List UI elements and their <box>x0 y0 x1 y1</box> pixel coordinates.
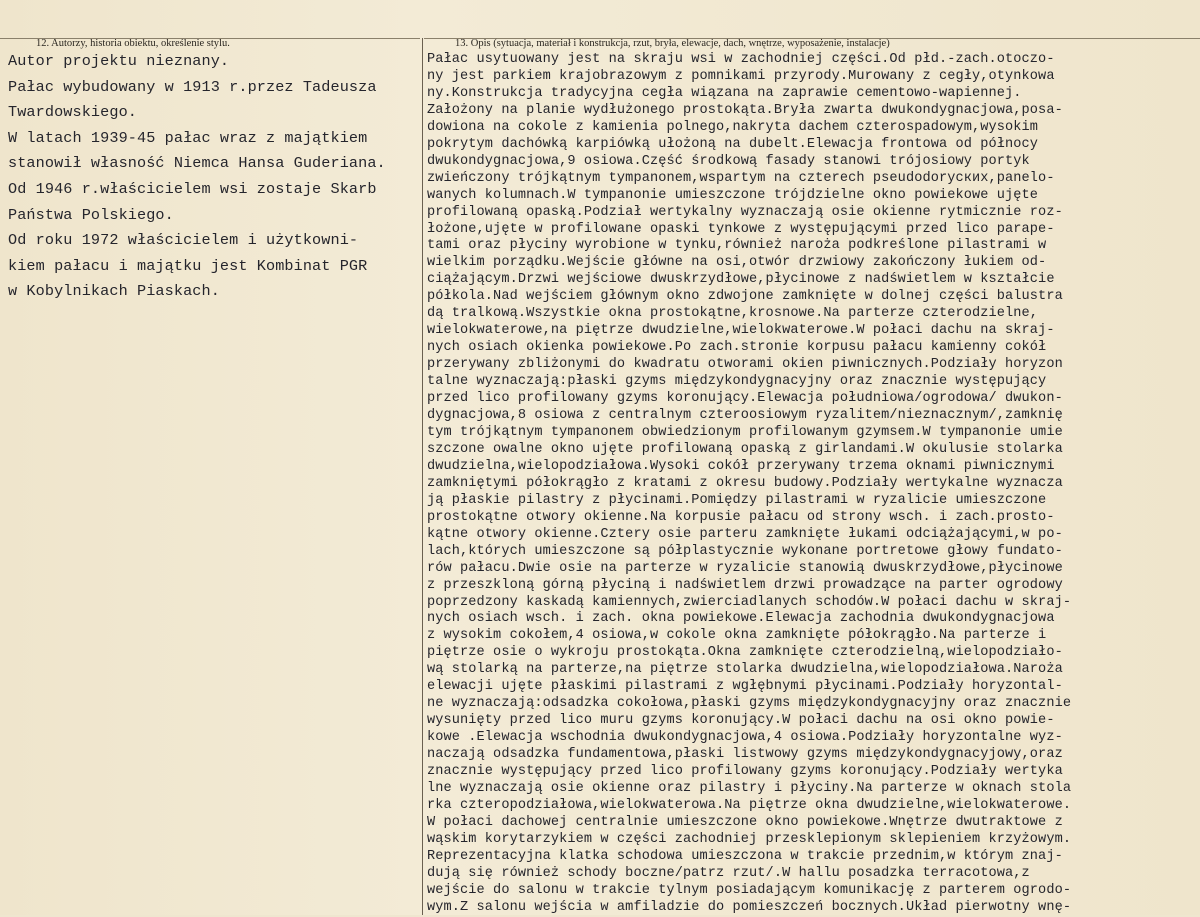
text-line-right: szczone owalne okno ujęte profilowaną opaską z girlandami.W okulusie stolarka <box>427 441 1063 457</box>
text-line-right: dą tralkową.Wszystkie okna prostokątne,krosnowe.Na parterze czterodzielne, <box>427 306 1039 322</box>
text-line-right: wą stolarką na parterze,na piętrze stolarka dwudzielna,wielopodziałowa.Naroża <box>427 662 1063 678</box>
section-12-heading: 12. Autorzy, historia obiektu, określenie stylu. <box>36 38 230 49</box>
text-line-right: z wysokim cokołem,4 osiowa,w cokole okna zamknięte półokrągło.Na parterze i <box>427 628 1047 644</box>
text-line-right: zamkniętymi półokrągło z kratami z okresu budowy.Podziały wertykalne wyznacza <box>427 475 1063 491</box>
text-line-left: Od roku 1972 właścicielem i użytkowni- <box>8 231 359 250</box>
column-divider <box>422 38 423 915</box>
text-line-right: ją płaskie pilastry z płycinami.Pomiędzy pilastrami w ryzalicie umieszczone <box>427 492 1047 508</box>
author-history-text <box>8 49 386 305</box>
text-line-right: Założony na planie wydłużonego prostokąta.Bryła zwarta dwukondygnacjowa,posa- <box>427 102 1063 118</box>
text-line-right: Reprezentacyjna klatka schodowa umieszczona w trakcie przednim,w którym znaj- <box>427 848 1063 864</box>
text-line-right: rka czteropodziałowa,wielokwaterowa.Na piętrze okna dwudzielne,wielokwaterowe. <box>427 797 1072 813</box>
text-line-left: Od 1946 r.właścicielem wsi zostaje Skarb <box>8 179 377 198</box>
text-line-right: nych osiach wsch. i zach. okna powiekowe.Elewacja zachodnia dwukondygnacjowa <box>427 611 1055 627</box>
text-line-right: dowiona na cokole z kamienia polnego,nakryta dachem czterospadowym,wysokim <box>427 119 1039 135</box>
text-line-right: wym.Z salonu wejścia w amfiladzie do pomieszczeń bocznych.Układ pierwotny wnę- <box>427 899 1072 915</box>
text-line-right: elewacji ujęte płaskimi pilastrami z wgłębnymi płycinami.Podziały horyzontal- <box>427 679 1063 695</box>
text-line-right: łożone,ujęte w profilowane opaski tynkowe z występującymi przed lico parape- <box>427 221 1055 237</box>
text-line-right: przed lico profilowany gzyms koronujący.Elewacja południowa/ogrodowa/ dwukon- <box>427 391 1063 407</box>
text-line-right: z przeszkloną górną płyciną i nadświetlem drzwi prowadzące na parter ogrodowy <box>427 577 1063 593</box>
section-13-heading: 13. Opis (sytuacja, materiał i konstrukcja, rzut, bryła, elewacje, dach, wnętrze, wyposażenie, instalacje) <box>455 38 890 49</box>
text-line-right: Pałac usytuowany jest na skraju wsi w zachodniej części.Od płd.-zach.otoczo- <box>427 52 1055 67</box>
text-line-right: wanych kolumnach.W tympanonie umieszczone trójdzielne okno powiekowe ujęte <box>427 187 1039 203</box>
text-line-right: rów pałacu.Dwie osie na parterze w ryzalicie stanowią dwuskrzydłowe,płycinowe <box>427 560 1063 576</box>
text-line-right: zwieńczony trójkątnym tympanonem,wspartym na czterech pseudodorycких,panelo- <box>427 170 1055 186</box>
text-line-left: Państwa Polskiego. <box>8 205 174 224</box>
text-line-right: kowe .Elewacja wschodnia dwukondygnacjowa,4 osiowa.Podziały horyzontalne wyz- <box>427 730 1063 746</box>
text-line-right: prostokątne otwory okienne.Na korpusie pałacu od strony wsch. i zach.prosto- <box>427 509 1055 525</box>
text-line-right: wejście do salonu w trakcie tylnym posiadającym komunikację z parterem ogrodo- <box>427 882 1072 898</box>
text-line-right: nych osiach okienka powiekowe.Po zach.stronie korpusu pałacu kamienny cokół <box>427 340 1047 356</box>
text-line-left: w Kobylnikach Piaskach. <box>8 282 220 301</box>
text-line-right: wielokwaterowe,na piętrze dwudzielne,wielokwaterowe.W połaci dachu na skraj- <box>427 323 1055 339</box>
text-line-right: wielkim porządku.Wejście główne na osi,otwór drzwiowy zakończony łukiem od- <box>427 255 1047 271</box>
text-line-right: lach,których umieszczone są półplastycznie wykonane portretowe głowy fundato- <box>427 543 1063 559</box>
text-line-left: kiem pałacu i majątku jest Kombinat PGR <box>8 256 368 275</box>
text-line-right: naczają odsadzka fundamentowa,płaski listwowy gzyms międzykondygnacyjowy,oraz <box>427 747 1063 763</box>
text-line-left: stanowił własność Niemca Hansa Guderiana. <box>8 154 386 173</box>
text-line-left: Autor projektu nieznany. <box>8 52 230 70</box>
text-line-right: wysunięty przed lico muru gzyms koronujący.W połaci dachu na osi okno powie- <box>427 713 1055 729</box>
building-description-text <box>427 52 1071 917</box>
text-line-right: przerywany zbliżonymi do kwadratu otworami okien piwnicznych.Podziały horyzon <box>427 357 1063 373</box>
text-line-left: Twardowskiego. <box>8 103 137 122</box>
text-line-right: dygnacjowa,8 osiowa z centralnym czteroosiowym ryzalitem/nieznacznym/,zamknię <box>427 408 1063 424</box>
text-line-right: półkola.Nad wejściem głównym okno zdwojone zamknięte w dolnej części balustra <box>427 289 1063 305</box>
text-line-right: ne wyznaczają:odsadzka cokołowa,płaski gzyms międzykondygnacyjny oraz znacznie <box>427 696 1072 712</box>
text-line-right: ny jest parkiem krajobrazowym z pomnikami przyrody.Murowany z cegły,otynkowa <box>427 68 1055 84</box>
text-line-right: kątne otwory okienne.Cztery osie parteru zamknięte łukami odciążającymi,w po- <box>427 526 1063 542</box>
text-line-right: tami oraz płyciny wyrobione w tynku,również naroża podkreślone pilastrami w <box>427 238 1047 254</box>
text-line-right: talne wyznaczają:płaski gzyms międzykondygnacyjny oraz znacznie występujący <box>427 374 1047 390</box>
text-line-right: poprzedzony kaskadą kamiennych,zwierciadlanych schodów.W połaci dachu w skraj- <box>427 594 1072 610</box>
text-line-right: dwukondygnacjowa,9 osiowa.Część środkową fasady stanowi trójosiowy portyk <box>427 153 1030 169</box>
text-line-right: piętrze osie o wykroju prostokąta.Okna zamknięte czterodzielną,wielopodziało- <box>427 645 1063 661</box>
text-line-right: W połaci dachowej centralnie umieszczone okno powiekowe.Wnętrze dwutraktowe z <box>427 814 1063 830</box>
text-line-right: znacznie występujący przed lico profilowany gzyms koronujący.Podziały wertyka <box>427 764 1063 780</box>
text-line-right: dują się również schody boczne/patrz rzut/.W hallu posadzka terracotowa,z <box>427 865 1030 881</box>
text-line-right: dwudzielna,wielopodziałowa.Wysoki cokół przerywany trzema oknami piwnicznymi <box>427 458 1055 474</box>
text-line-right: profilowaną opaską.Podział wertykalny wyznaczają osie okienne rytmicznie roz- <box>427 204 1063 220</box>
text-line-right: lne wyznaczają osie okienne oraz pilastry i płyciny.Na parterze w oknach stola <box>427 780 1072 796</box>
text-line-right: wąskim korytarzykiem w części zachodniej przesklepionym sklepieniem krzyżowym. <box>427 831 1072 847</box>
text-line-right: ciążającym.Drzwi wejściowe dwuskrzydłowe,płycinowe z nadświetlem w kształcie <box>427 272 1055 288</box>
text-line-right: ny.Konstrukcja tradycyjna cegła wiązana na zaprawie cementowo-wapiennej. <box>427 85 1022 101</box>
text-line-right: pokrytym dachówką karpiówką ułożoną na dubelt.Elewacja frontowa od północy <box>427 136 1039 152</box>
text-line-right: tym trójkątnym tympanonem obwiedzionym profilowanym gzymsem.W tympanonie umie <box>427 424 1063 440</box>
text-line-left: W latach 1939-45 pałac wraz z majątkiem <box>8 128 368 147</box>
text-line-left: Pałac wybudowany w 1913 r.przez Tadeusza <box>8 77 377 96</box>
